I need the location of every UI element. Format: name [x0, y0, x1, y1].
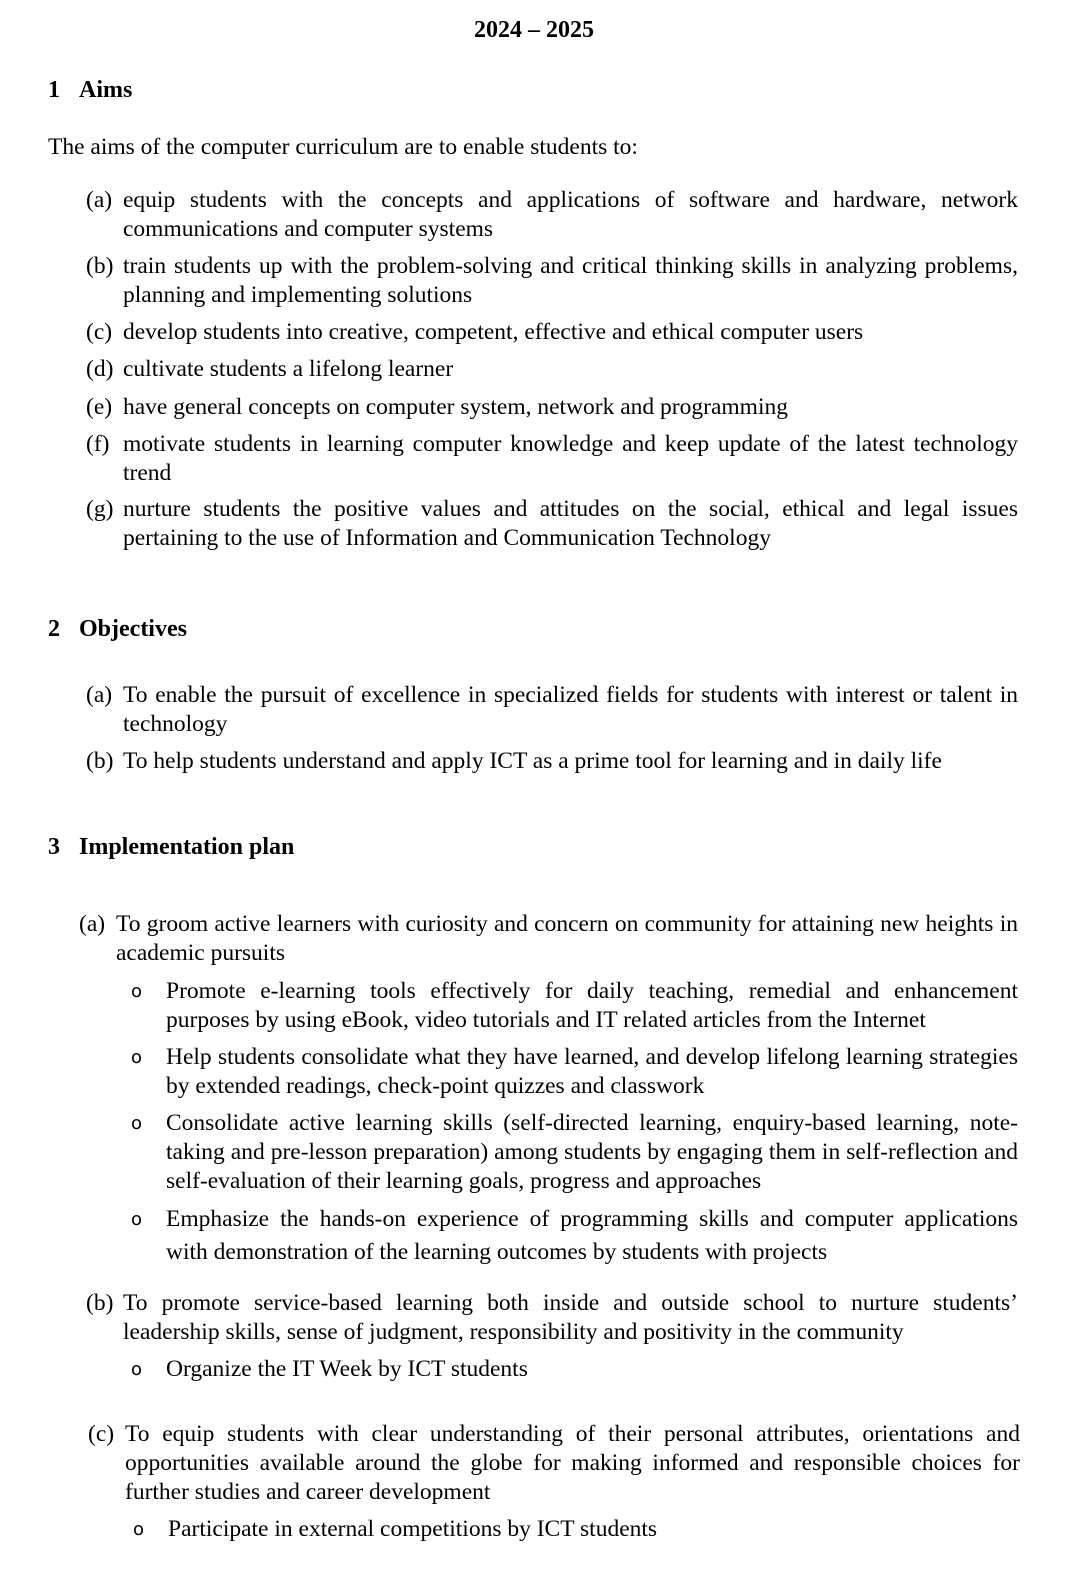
item-label: (f) [86, 431, 110, 457]
implementation-c-bullet-1 [133, 1515, 1020, 1544]
aims-item-e [86, 393, 1018, 422]
section-number: 1 [48, 77, 60, 103]
item-label: (a) [86, 682, 113, 708]
implementation-item-a [79, 910, 1018, 968]
section-title: Objectives [79, 616, 187, 642]
bullet-text: Organize the IT Week by ICT students [166, 1356, 528, 1382]
item-text: To promote service-based learning both inside and outside school to nurture students’ leadership skills, sense of judgment, responsibility and positivity in the community [123, 1290, 1018, 1345]
item-label: (g) [86, 496, 114, 522]
section-heading-aims [48, 76, 132, 105]
section-title: Implementation plan [79, 834, 295, 860]
section-heading-objectives [48, 615, 187, 644]
item-text: To equip students with clear understanding of their personal attributes, orientations and opportunities available around the globe for making informed and responsible choices for further studies and career development [125, 1421, 1020, 1505]
item-label: (b) [86, 1290, 114, 1316]
item-text: motivate students in learning computer knowledge and keep update of the latest technology trend [123, 431, 1018, 486]
item-text: To help students understand and apply ICT as a prime tool for learning and in daily life [123, 748, 942, 774]
implementation-item-b [86, 1289, 1018, 1347]
item-text: To enable the pursuit of excellence in specialized fields for students with interest or talent in technology [123, 682, 1018, 737]
implementation-item-c [88, 1420, 1020, 1507]
aims-item-a [86, 186, 1018, 244]
item-label: (c) [86, 319, 113, 345]
implementation-b-bullet-1 [131, 1355, 1018, 1384]
item-label: (b) [86, 253, 114, 279]
objectives-item-a [86, 681, 1018, 739]
item-text: To groom active learners with curiosity and concern on community for attaining new heights in academic pursuits [116, 911, 1018, 966]
item-text: train students up with the problem-solving and critical thinking skills in analyzing problems, planning and implementing solutions [123, 253, 1018, 308]
bullet-marker: o [131, 981, 143, 1002]
item-label: (b) [86, 748, 114, 774]
aims-intro: The aims of the computer curriculum are to enable students to: [48, 134, 638, 160]
item-label: (a) [79, 911, 106, 937]
aims-item-b [86, 252, 1018, 310]
item-text: nurture students the positive values and attitudes on the social, ethical and legal issues pertaining to the use of Information and Communication Technology [123, 496, 1018, 551]
bullet-text: Participate in external competitions by ICT students [168, 1516, 658, 1542]
item-text: cultivate students a lifelong learner [123, 356, 454, 382]
bullet-marker: o [131, 1209, 143, 1230]
implementation-a-bullet-2 [131, 1043, 1018, 1101]
implementation-a-bullet-3 [131, 1109, 1018, 1196]
aims-item-f [86, 430, 1018, 488]
section-number: 2 [48, 616, 60, 642]
item-text: develop students into creative, competent, effective and ethical computer users [123, 319, 864, 345]
bullet-text: Help students consolidate what they have learned, and develop lifelong learning strategies by extended readings, check-point quizzes and classwork [166, 1044, 1018, 1099]
document-year: 2024 – 2025 [474, 17, 594, 43]
item-label: (a) [86, 187, 113, 213]
aims-item-g [86, 495, 1018, 553]
bullet-marker: o [131, 1113, 143, 1134]
bullet-marker: o [131, 1359, 143, 1380]
aims-item-c [86, 318, 1018, 347]
objectives-item-b [86, 747, 1018, 776]
implementation-a-bullet-4 [131, 1203, 1018, 1269]
implementation-a-bullet-1 [131, 977, 1018, 1035]
bullet-marker: o [131, 1047, 143, 1068]
bullet-text: Emphasize the hands-on experience of programming skills and computer applications with demonstration of the learning outcomes by students with projects [166, 1206, 1018, 1265]
aims-item-d [86, 355, 1018, 384]
item-label: (e) [86, 394, 113, 420]
item-text: equip students with the concepts and applications of software and hardware, network communications and computer systems [123, 187, 1018, 242]
bullet-text: Promote e-learning tools effectively for daily teaching, remedial and enhancement purposes by using eBook, video tutorials and IT related articles from the Internet [166, 978, 1018, 1033]
item-text: have general concepts on computer system, network and programming [123, 394, 788, 420]
section-title: Aims [79, 77, 133, 103]
bullet-marker: o [133, 1519, 145, 1540]
item-label: (d) [86, 356, 114, 382]
section-number: 3 [48, 834, 60, 860]
bullet-text: Consolidate active learning skills (self-directed learning, enquiry-based learning, note-taking and pre-lesson preparation) among students by engaging them in self-reflection and self-evaluation of their learning goals, progress and approaches [166, 1110, 1018, 1194]
item-label: (c) [88, 1421, 115, 1447]
section-heading-implementation [48, 833, 294, 862]
